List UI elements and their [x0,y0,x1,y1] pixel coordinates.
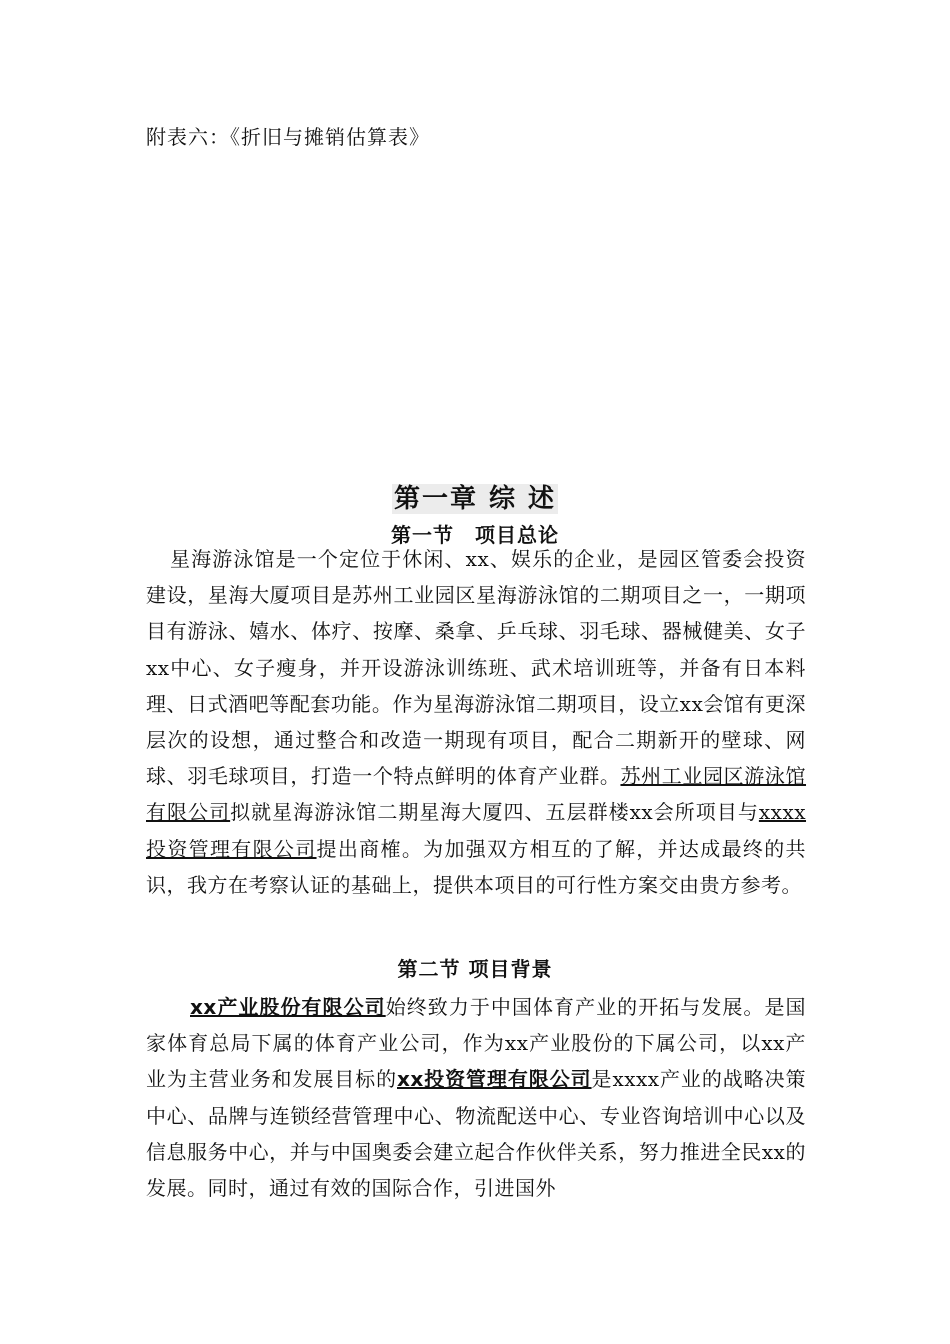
section-title-background: 第二节 项目背景 [397,957,553,981]
paragraph-project-overview [146,541,806,903]
paragraph-text: 星海游泳馆是一个定位于休闲、xx、娱乐的企业，是园区管委会投资建设，星海大厦项目是苏州工业园区星海游泳馆的二期项目之一，一期项目有游泳、嬉水、体疗、按摩、桑拿、乒乓球、羽毛球、器械健美、女子xx中心、女子瘦身，并开设游泳训练班、武术培训班等，并备有日本料理、日式酒吧等配套功能。作为星海游泳馆二期项目，设立xx会馆有更深层次的设想，通过整合和改造一期现有项目，配合二期新开的壁球、网球、羽毛球项目，打造一个特点鲜明的体育产业群。 [146,547,806,789]
appendix-line: 附表六：《折旧与摊销估算表》 [146,125,430,149]
paragraph-text: 提出商榷。为加强双方相互的了解，并达成最终的共识，我方在考察认证的基础上，提供本项目的可行性方案交由贵方参考。 [146,836,807,897]
company-name-bold: xx产业股份有限公司 [190,995,386,1019]
paragraph-text: 是xxxx产业的战略决策中心、品牌与连锁经营管理中心、物流配送中心、专业咨询培训中心以及信息服务中心，并与中国奥委会建立起合作伙伴关系，努力推进全民xx的发展。同时，通过有效的国际合作，引进国外 [146,1067,806,1201]
chapter-title [0,478,950,515]
company-name-link: 苏州工业园区游泳馆有限公司 [146,764,807,825]
section-title-overview: 第一节 项目总论 [391,523,559,547]
chapter-title-text: 第一章 综 述 [393,484,557,514]
paragraph-project-background [146,989,806,1206]
paragraph-text: 拟就星海游泳馆二期星海大厦四、五层群楼xx会所项目与 [230,800,759,825]
company-name-link: xxxx投资管理有限公司 [146,800,807,861]
paragraph-text: 始终致力于中国体育产业的开拓与发展。是国家体育总局下属的体育产业公司，作为xx产业股份的下属公司，以xx产业为主营业务和发展目标的 [146,995,806,1092]
company-name-bold: xx投资管理有限公司 [397,1067,592,1092]
